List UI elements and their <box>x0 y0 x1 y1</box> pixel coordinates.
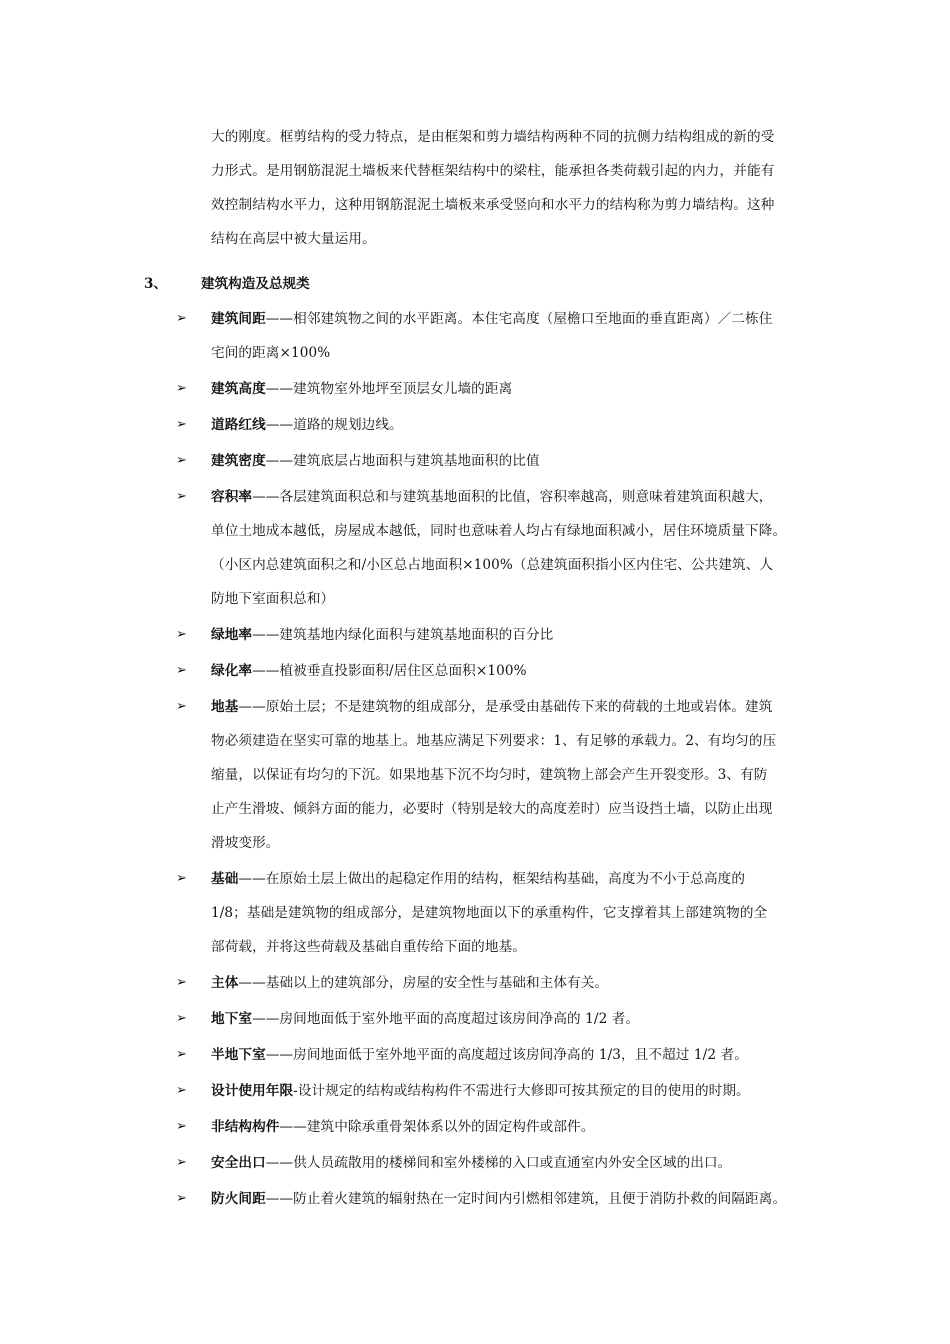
definition-item <box>176 444 816 478</box>
definition-term: 地下室 <box>211 1011 253 1027</box>
definition-line <box>211 548 816 582</box>
definition-text: ——房间地面低于室外地平面的高度超过该房间净高的 1/2 者。 <box>252 1011 640 1027</box>
definition-line <box>211 1002 816 1036</box>
definition-text: ——相邻建筑物之间的水平距离。本住宅高度（屋檐口至地面的垂直距离）／二栋住 <box>265 311 773 327</box>
definition-term: 绿化率 <box>211 663 253 679</box>
arrow-bullet-icon: ➢ <box>176 1155 187 1170</box>
definition-item <box>176 1110 816 1144</box>
definition-line <box>211 758 816 792</box>
intro-line: 大的刚度。框剪结构的受力特点，是由框架和剪力墙结构两种不同的抗侧力结构组成的新的受 <box>211 129 775 145</box>
definition-line <box>211 372 816 406</box>
definition-item <box>176 654 816 688</box>
definition-item <box>176 408 816 442</box>
definition-term: 非结构构件 <box>211 1119 280 1135</box>
definition-line <box>211 1110 816 1144</box>
definition-item <box>176 1038 816 1072</box>
definition-text: ——供人员疏散用的楼梯间和室外楼梯的入口或直通室内外安全区域的出口。 <box>265 1155 732 1171</box>
definition-list <box>176 302 816 1218</box>
definition-line <box>211 896 816 930</box>
definition-line <box>211 862 816 896</box>
definition-term: 半地下室 <box>211 1047 266 1063</box>
definition-line <box>211 1074 816 1108</box>
definition-line <box>211 444 816 478</box>
definition-line <box>211 582 816 616</box>
arrow-bullet-icon: ➢ <box>176 1047 187 1062</box>
definition-line <box>211 514 816 548</box>
intro-line: 结构在高层中被大量运用。 <box>211 231 376 247</box>
definition-item <box>176 966 816 1000</box>
arrow-bullet-icon: ➢ <box>176 871 187 886</box>
definition-term: 安全出口 <box>211 1155 266 1171</box>
arrow-bullet-icon: ➢ <box>176 1083 187 1098</box>
arrow-bullet-icon: ➢ <box>176 975 187 990</box>
definition-line <box>211 302 816 336</box>
definition-item <box>176 480 816 616</box>
definition-text: 物必须建造在坚实可靠的地基上。地基应满足下列要求：1、有足够的承载力。2、有均匀的压 <box>211 733 777 749</box>
definition-line <box>211 618 816 652</box>
definition-line <box>211 826 816 860</box>
definition-text: ——原始土层；不是建筑物的组成部分，是承受由基础传下来的荷载的土地或岩体。建筑 <box>238 699 773 715</box>
definition-text: 部荷载，并将这些荷载及基础自重传给下面的地基。 <box>211 939 526 955</box>
definition-line <box>211 792 816 826</box>
definition-item <box>176 1182 816 1216</box>
definition-term: 道路红线 <box>211 417 266 433</box>
definition-text: ——道路的规划边线。 <box>265 417 403 433</box>
arrow-bullet-icon: ➢ <box>176 417 187 432</box>
arrow-bullet-icon: ➢ <box>176 627 187 642</box>
definition-item <box>176 1074 816 1108</box>
definition-text: ——建筑中除承重骨架体系以外的固定构件或部件。 <box>279 1119 595 1135</box>
definition-term: 容积率 <box>211 489 253 505</box>
definition-line <box>211 966 816 1000</box>
definition-line <box>211 1146 816 1180</box>
definition-text: 单位土地成本越低，房屋成本越低，同时也意味着人均占有绿地面积减小，居住环境质量下降。 <box>211 523 787 539</box>
arrow-bullet-icon: ➢ <box>176 453 187 468</box>
definition-text: 1/8；基础是建筑物的组成部分，是建筑物地面以下的承重构件，它支撑着其上部建筑物的全 <box>211 905 768 921</box>
arrow-bullet-icon: ➢ <box>176 663 187 678</box>
definition-text: 宅间的距离×100% <box>211 345 331 361</box>
definition-text: 止产生滑坡、倾斜方面的能力，必要时（特别是较大的高度差时）应当设挡土墙，以防止出现 <box>211 801 773 817</box>
definition-line <box>211 408 816 442</box>
definition-text: 防地下室面积总和） <box>211 591 335 607</box>
definition-line <box>211 336 816 370</box>
definition-term: 地基 <box>211 699 239 715</box>
definition-text: ——基础以上的建筑部分，房屋的安全性与基础和主体有关。 <box>238 975 609 991</box>
section-heading <box>144 270 310 298</box>
definition-text: ——防止着火建筑的辐射热在一定时间内引燃相邻建筑，且便于消防扑救的间隔距离。 <box>265 1191 787 1207</box>
arrow-bullet-icon: ➢ <box>176 1119 187 1134</box>
definition-text: （小区内总建筑面积之和/小区总占地面积×100%（总建筑面积指小区内住宅、公共建筑、人 <box>211 557 774 573</box>
definition-text: ——在原始土层上做出的起稳定作用的结构，框架结构基础，高度为不小于总高度的 <box>238 871 746 887</box>
definition-term: 设计使用年限 <box>211 1083 294 1099</box>
definition-term: 基础 <box>211 871 239 887</box>
definition-line <box>211 1038 816 1072</box>
definition-term: 防火间距 <box>211 1191 266 1207</box>
definition-item <box>176 618 816 652</box>
definition-term: 绿地率 <box>211 627 253 643</box>
definition-line <box>211 1182 816 1216</box>
definition-line <box>211 930 816 964</box>
definition-text: ——建筑底层占地面积与建筑基地面积的比值 <box>265 453 540 469</box>
definition-item <box>176 372 816 406</box>
arrow-bullet-icon: ➢ <box>176 1191 187 1206</box>
intro-line: 效控制结构水平力，这种用钢筋混泥土墙板来承受竖向和水平力的结构称为剪力墙结构。这种 <box>211 197 775 213</box>
arrow-bullet-icon: ➢ <box>176 381 187 396</box>
definition-text: ——建筑基地内绿化面积与建筑基地面积的百分比 <box>252 627 554 643</box>
definition-text: ——建筑物室外地坪至顶层女儿墙的距离 <box>265 381 513 397</box>
intro-paragraph <box>211 120 811 256</box>
definition-item <box>176 862 816 964</box>
definition-text: 滑坡变形。 <box>211 835 280 851</box>
definition-item <box>176 1002 816 1036</box>
definition-line <box>211 480 816 514</box>
definition-term: 建筑高度 <box>211 381 266 397</box>
definition-line <box>211 690 816 724</box>
definition-item <box>176 690 816 860</box>
section-title: 建筑构造及总规类 <box>201 276 310 292</box>
definition-item <box>176 1146 816 1180</box>
definition-term: 建筑密度 <box>211 453 266 469</box>
definition-line <box>211 654 816 688</box>
definition-text: -设计规定的结构或结构构件不需进行大修即可按其预定的目的使用的时期。 <box>293 1083 750 1099</box>
definition-text: ——植被垂直投影面积/居住区总面积×100% <box>252 663 527 679</box>
definition-text: 缩量，以保证有均匀的下沉。如果地基下沉不均匀时，建筑物上部会产生开裂变形。3、有防 <box>211 767 768 783</box>
definition-term: 主体 <box>211 975 239 991</box>
arrow-bullet-icon: ➢ <box>176 699 187 714</box>
definition-term: 建筑间距 <box>211 311 266 327</box>
arrow-bullet-icon: ➢ <box>176 1011 187 1026</box>
definition-text: ——房间地面低于室外地平面的高度超过该房间净高的 1/3，且不超过 1/2 者。 <box>265 1047 748 1063</box>
definition-text: ——各层建筑面积总和与建筑基地面积的比值，容积率越高，则意味着建筑面积越大， <box>252 489 773 505</box>
intro-line: 力形式。是用钢筋混泥土墙板来代替框架结构中的梁柱，能承担各类荷载引起的内力，并能有 <box>211 163 775 179</box>
definition-item <box>176 302 816 370</box>
section-number: 3、 <box>144 276 168 292</box>
definition-line <box>211 724 816 758</box>
arrow-bullet-icon: ➢ <box>176 489 187 504</box>
arrow-bullet-icon: ➢ <box>176 311 187 326</box>
